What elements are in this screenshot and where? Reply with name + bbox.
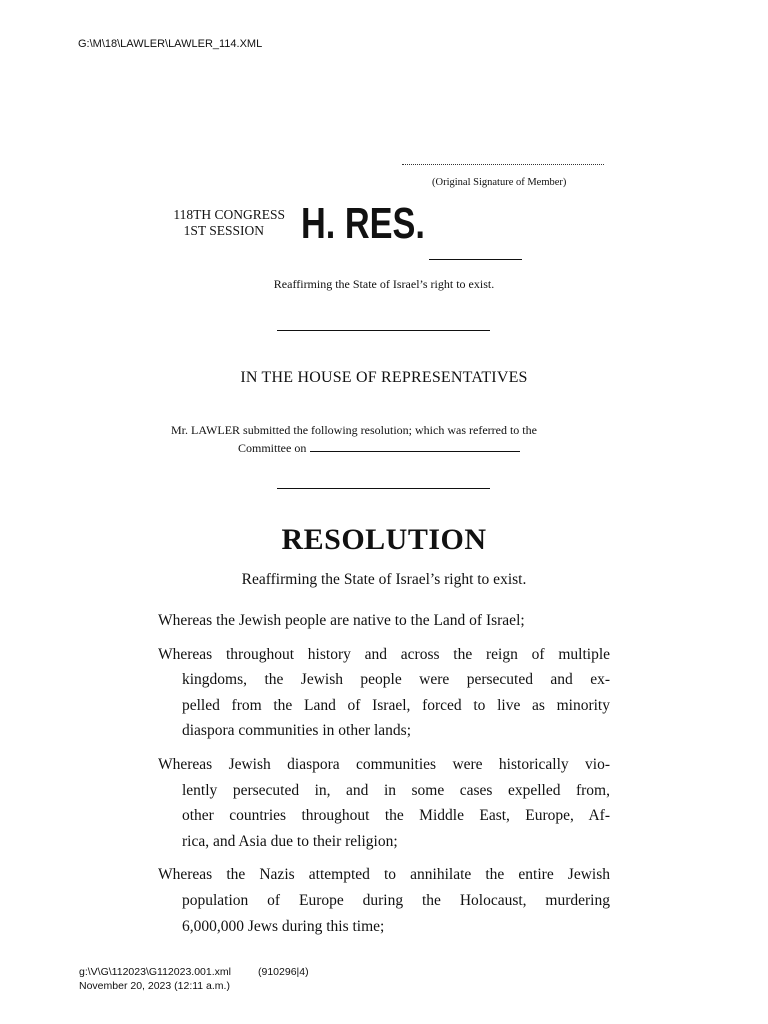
whereas-line: other countries throughout the Middle East, Europe, Af- — [182, 807, 610, 825]
whereas-list — [158, 608, 610, 947]
short-title: Reaffirming the State of Israel’s right to exist. — [273, 277, 495, 291]
bill-type: H. RES. — [301, 199, 425, 248]
whereas-line: Whereas throughout history and across the reign of multiple — [158, 645, 610, 663]
signature-caption: (Original Signature of Member) — [432, 177, 567, 188]
resolution-preamble: Reaffirming the State of Israel’s right to exist. — [241, 571, 527, 588]
house-heading: IN THE HOUSE OF REPRESENTATIVES — [240, 369, 528, 386]
footer-date: November 20, 2023 (12:11 a.m.) — [79, 980, 230, 992]
whereas-line: Whereas Jewish diaspora communities were historically vio- — [158, 755, 610, 773]
footer-file-path: g:\V\G\112023\G112023.001.xml — [79, 966, 231, 978]
committee-blank — [310, 441, 520, 452]
submitted-line-1: Mr. LAWLER submitted the following resolution; which was referred to the — [171, 423, 537, 437]
whereas-line: rica, and Asia due to their religion; — [182, 832, 398, 850]
bill-number-blank — [429, 259, 522, 260]
footer-code: (910296|4) — [258, 966, 309, 978]
signature-line — [402, 164, 604, 165]
divider-bottom — [277, 488, 490, 489]
whereas-line: population of Europe during the Holocaust, murdering — [182, 891, 610, 909]
submitted-line-2: Committee on — [238, 441, 307, 455]
divider-top — [277, 330, 490, 331]
session-label: 1ST SESSION — [183, 223, 264, 238]
file-path-header: G:\M\18\LAWLER\LAWLER_114.XML — [78, 38, 263, 50]
whereas-line: pelled from the Land of Israel, forced to live as minority — [182, 696, 610, 714]
submitted-statement — [171, 421, 611, 457]
whereas-clause — [158, 752, 610, 854]
congress-number: 118TH CONGRESS — [173, 207, 285, 222]
resolution-heading: RESOLUTION — [281, 523, 487, 556]
whereas-clause — [158, 642, 610, 744]
whereas-line: kingdoms, the Jewish people were persecuted and ex- — [182, 671, 610, 689]
whereas-line: diaspora communities in other lands; — [182, 722, 412, 740]
submitted-line-2-wrap — [171, 439, 611, 457]
whereas-clause — [158, 862, 610, 939]
whereas-line: 6,000,000 Jews during this time; — [182, 917, 385, 935]
whereas-line: Whereas the Nazis attempted to annihilate the entire Jewish — [158, 866, 610, 884]
whereas-clause — [158, 608, 610, 634]
whereas-line: Whereas the Jewish people are native to the Land of Israel; — [158, 612, 525, 629]
whereas-line: lently persecuted in, and in some cases expelled from, — [182, 781, 610, 799]
